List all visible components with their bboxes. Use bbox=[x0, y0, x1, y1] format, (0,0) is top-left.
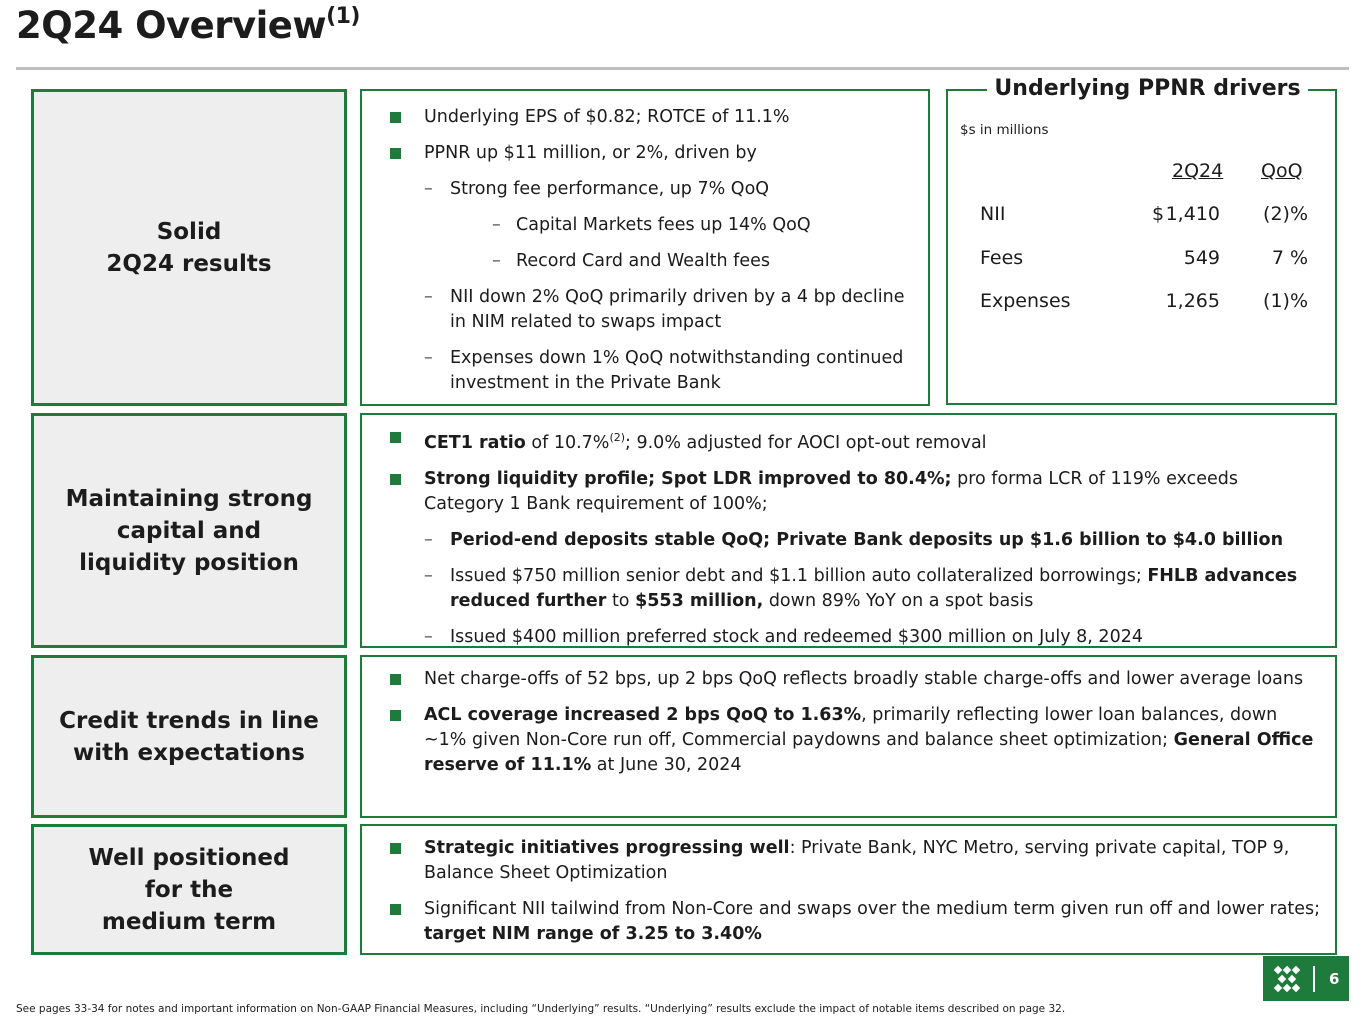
ppnr-row-change: (2)% bbox=[1263, 203, 1308, 225]
ppnr-row-change: 7 % bbox=[1271, 247, 1308, 269]
ppnr-row-value: 1,265 bbox=[1165, 290, 1220, 312]
citizens-logo-icon bbox=[1273, 965, 1301, 993]
section-label-credit: Credit trends in line with expectations bbox=[31, 655, 347, 818]
bullet-nii-tailwind: Significant NII tailwind from Non-Core and swaps over the medium term given run off and lower rates; target NIM range of 3.25 to 3.40% bbox=[390, 897, 1321, 947]
bullet-liquidity: Strong liquidity profile; Spot LDR improved to 80.4%; pro forma LCR of 119% exceeds Category 1 Bank requirement of 100%; bbox=[390, 467, 1321, 517]
page-title: 2Q24 Overview$^{(1)}$ bbox=[16, 3, 360, 47]
capital-content bbox=[360, 413, 1337, 648]
page-number: 6 bbox=[1329, 969, 1340, 988]
ppnr-top-border-left bbox=[946, 89, 987, 91]
ppnr-row-value: 1,410 bbox=[1165, 203, 1220, 225]
ppnr-row-currency: $ bbox=[1152, 203, 1165, 225]
sub-capital-markets: – Capital Markets fees up 14% QoQ bbox=[492, 213, 914, 238]
sub-deposits: – Period-end deposits stable QoQ; Private Bank deposits up $1.6 billion to $4.0 billion bbox=[424, 528, 1321, 553]
bullet-acl-coverage: ACL coverage increased 2 bps QoQ to 1.63%, primarily reflecting lower loan balances, down ~1% given Non-Core run off, Commercial paydowns and balance sheet optimization; General Office reserve of 11.1% at June 30, 2024 bbox=[390, 703, 1321, 778]
bullet-net-charge-offs: Net charge-offs of 52 bps, up 2 bps QoQ reflects broadly stable charge-offs and lower average loans bbox=[390, 667, 1321, 692]
ppnr-title: Underlying PPNR drivers bbox=[994, 76, 1301, 101]
sub-fee-performance: – Strong fee performance, up 7% QoQ bbox=[424, 177, 914, 202]
sub-debt-issuance: – Issued $750 million senior debt and $1.1 billion auto collateralized borrowings; FHLB advances reduced further to $553 million, down 89% YoY on a spot basis bbox=[424, 564, 1321, 614]
bullet-ppnr: PPNR up $11 million, or 2%, driven by bbox=[390, 141, 914, 166]
bullet-cet1: CET1 ratio of 10.7%$^{(2)}$; 9.0% adjusted for AOCI opt-out removal bbox=[390, 425, 1321, 456]
ppnr-top-border-right bbox=[1308, 89, 1337, 91]
ppnr-subtitle: $s in millions bbox=[960, 122, 1049, 138]
ppnr-row-label: NII bbox=[980, 203, 1006, 225]
bullet-strategic-initiatives: Strategic initiatives progressing well: Private Bank, NYC Metro, serving private capital, TOP 9, Balance Sheet Optimization bbox=[390, 836, 1321, 886]
brand-logo bbox=[1263, 956, 1349, 1001]
section-label-capital: Maintaining strong capital and liquidity position bbox=[31, 413, 347, 648]
title-divider bbox=[16, 67, 1349, 70]
sub-nii: – NII down 2% QoQ primarily driven by a 4 bp decline in NIM related to swaps impact bbox=[424, 285, 914, 335]
bullet-eps: Underlying EPS of $0.82; ROTCE of 11.1% bbox=[390, 105, 914, 130]
ppnr-col-qoq: QoQ bbox=[1261, 160, 1303, 182]
medium-term-content bbox=[360, 824, 1337, 955]
credit-content bbox=[360, 655, 1337, 818]
sub-expenses: – Expenses down 1% QoQ notwithstanding continued investment in the Private Bank bbox=[424, 346, 914, 396]
sub-card-wealth: – Record Card and Wealth fees bbox=[492, 249, 914, 274]
sub-preferred-stock: – Issued $400 million preferred stock and redeemed $300 million on July 8, 2024 bbox=[424, 625, 1321, 650]
ppnr-row-value: 549 bbox=[1183, 247, 1220, 269]
logo-divider bbox=[1313, 966, 1315, 992]
results-content bbox=[360, 89, 930, 406]
ppnr-row-label: Fees bbox=[980, 247, 1024, 269]
footnote: See pages 33-34 for notes and important information on Non-GAAP Financial Measures, including “Underlying” results. “Underlying” results exclude the impact of notable items described on page 32. bbox=[16, 1003, 1066, 1015]
section-label-results: Solid 2Q24 results bbox=[31, 89, 347, 406]
ppnr-row-change: (1)% bbox=[1263, 290, 1308, 312]
ppnr-col-2q24: 2Q24 bbox=[1172, 160, 1224, 182]
ppnr-row-label: Expenses bbox=[980, 290, 1071, 312]
section-label-medium-term: Well positioned for the medium term bbox=[31, 824, 347, 955]
